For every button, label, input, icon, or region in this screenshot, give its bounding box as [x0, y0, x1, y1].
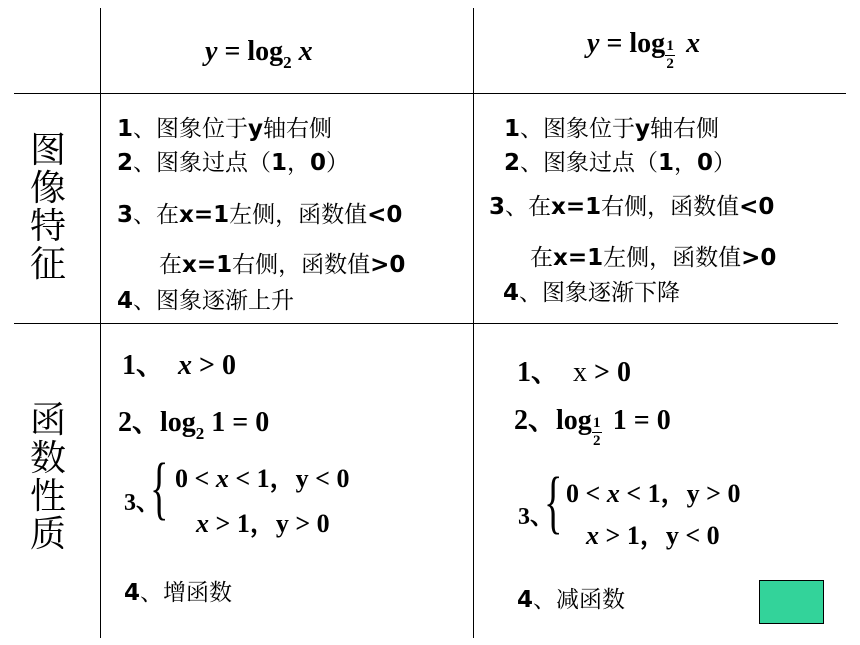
right-prop-2: 2、log $\frac{1}{2}$ 1 = 0	[514, 405, 671, 450]
right-prop-4: 4、减函数	[517, 587, 626, 613]
left-feature-4: 4、图象逐渐上升	[117, 288, 295, 314]
row-label-graph-features: 图 像 特 征	[29, 130, 66, 285]
left-prop-4: 4、增函数	[124, 580, 233, 606]
left-feature-3: 3、在x=1左侧，函数值<0	[117, 202, 403, 228]
left-prop-1: 1、 x > 0	[122, 350, 236, 381]
left-prop-3-label: 3、	[124, 490, 160, 516]
left-prop-3-brace: {	[150, 450, 169, 527]
header-log2: $y = \log_2 x$	[205, 36, 313, 72]
left-prop-3-line2: x > 1，y > 0	[196, 509, 330, 538]
right-prop-3-line1: 0 < x < 1，y > 0	[566, 479, 741, 508]
left-prop-3-line1: 0 < x < 1，y < 0	[175, 464, 350, 493]
left-prop-2: 2、$\log_2 1 = 0$	[118, 407, 270, 443]
right-feature-3b: 在x=1左侧，函数值>0	[530, 245, 777, 271]
left-feature-2: 2、图象过点（1，0）	[117, 150, 350, 176]
right-feature-2: 2、图象过点（1，0）	[504, 150, 737, 176]
grid-line-h2	[14, 323, 838, 324]
grid-line-h1	[14, 93, 846, 94]
action-button[interactable]	[759, 580, 824, 624]
right-prop-1: 1、 x > 0	[517, 357, 631, 388]
right-prop-3-line2: x > 1，y < 0	[586, 521, 720, 550]
right-feature-3: 3、在x=1右侧，函数值<0	[489, 194, 775, 220]
left-feature-3b: 在x=1右侧，函数值>0	[159, 252, 406, 278]
header-log-half: y = log $\frac{1}{2}$ x	[587, 28, 701, 73]
right-prop-3-brace: {	[544, 464, 563, 541]
row-label-function-properties: 函 数 性 质	[29, 400, 66, 555]
right-prop-3-label: 3、	[518, 504, 554, 530]
right-feature-1: 1、图象位于y轴右侧	[504, 116, 720, 142]
right-feature-4: 4、图象逐渐下降	[503, 280, 681, 306]
left-feature-1: 1、图象位于y轴右侧	[117, 116, 333, 142]
